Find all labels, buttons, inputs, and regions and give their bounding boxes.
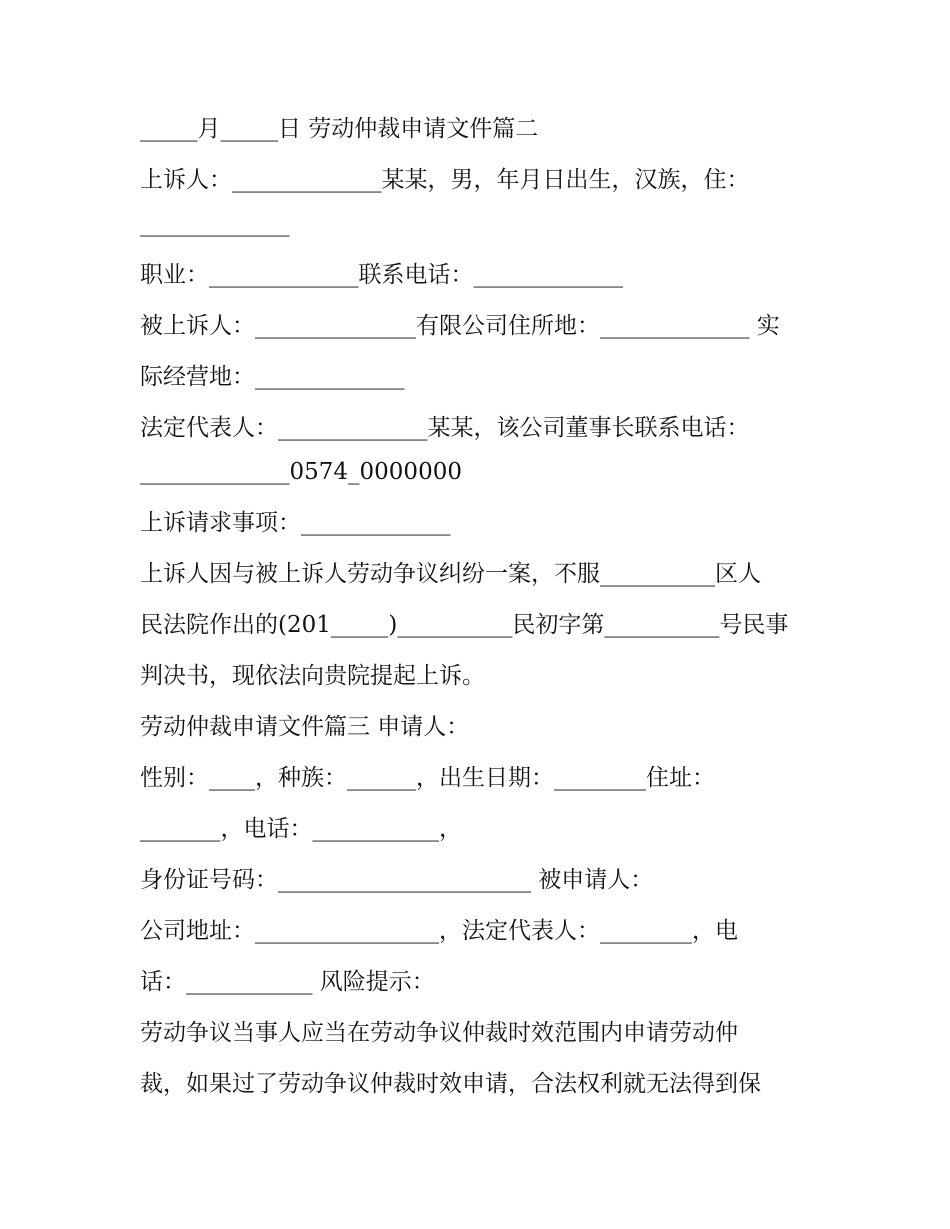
line-applicant-phone: _______，电话：___________， — [140, 816, 462, 842]
line-legal-representative: 法定代表人：_____________某某，该公司董事长联系电话： — [140, 415, 750, 441]
line-appellant: 上诉人：_____________某某，男，年月日出生，汉族，住： — [140, 167, 750, 193]
line-risk-body-1: 劳动争议当事人应当在劳动争议仲裁时效范围内申请劳动仲 — [140, 1020, 738, 1046]
line-appeal-body-3: 判决书，现依法向贵院提起上诉。 — [140, 663, 485, 689]
line-applicant-details: 性别：____，种族：______，出生日期：________住址： — [140, 765, 715, 791]
line-heading-2: _____月_____日 劳动仲裁申请文件篇二 — [140, 116, 539, 142]
line-appeal-body-2: 民法院作出的(201_____)__________民初字第__________号民事 — [140, 612, 789, 638]
line-company-address: 公司地址：________________，法定代表人：________，电 — [140, 918, 738, 944]
line-representative-phone: _____________0574_0000000 — [140, 459, 462, 485]
line-heading-3: 劳动仲裁申请文件篇三 申请人： — [140, 714, 470, 740]
line-id-number: 身份证号码：______________________ 被申请人： — [140, 867, 654, 893]
line-business-address: 际经营地：_____________ — [140, 364, 405, 390]
line-occupation-phone: 职业：_____________联系电话：_____________ — [140, 262, 623, 288]
line-appeal-body-1: 上诉人因与被上诉人劳动争议纠纷一案，不服__________区人 — [140, 561, 761, 587]
document-body — [140, 108, 820, 1114]
line-risk-notice: 话：___________ 风险提示： — [140, 969, 435, 995]
line-risk-body-2: 裁，如果过了劳动争议仲裁时效申请，合法权利就无法得到保 — [140, 1071, 761, 1097]
line-appeal-requests: 上诉请求事项：_____________ — [140, 510, 451, 536]
line-appellee: 被上诉人：______________有限公司住所地：_____________ 实 — [140, 313, 780, 339]
line-appellant-address: _____________ — [140, 211, 290, 237]
